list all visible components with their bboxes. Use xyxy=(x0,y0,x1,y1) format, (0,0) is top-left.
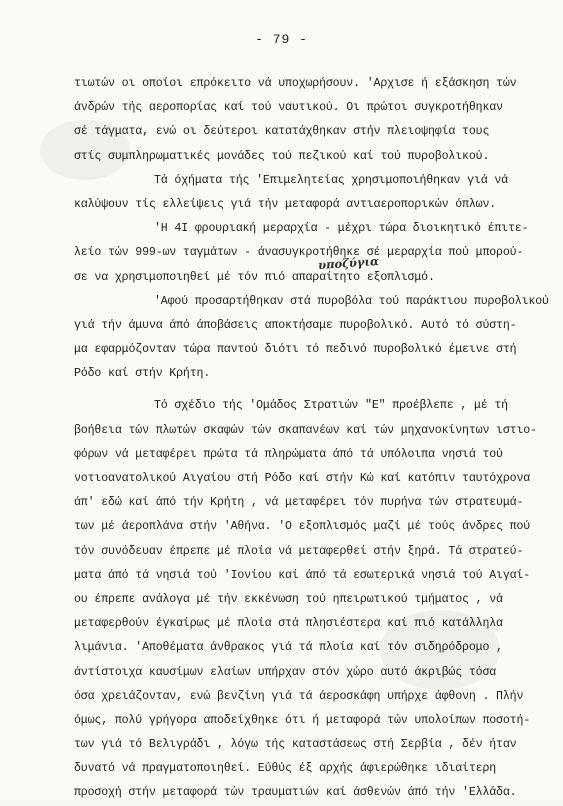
text-line: 'Αφού προσαρτήθηκαν στά πυροβόλα τού παράκτιου πυροβολικού xyxy=(154,294,549,308)
text-line: δυνατό νά πραγματοποιηθεί. Εύθύς έξ αρχής άφιερώθηκε ιδιαίτερη xyxy=(74,762,497,776)
text-line: ου έπρεπε ανάλογα μέ τήν εκκένωση τού ηπειρωτικού τμήματος , νά xyxy=(74,592,503,606)
text-line: νοτιοανατολικού Αιγαίου στή Ρόδο καί στήν Κώ καί κατόπιν ταυτόχρονα xyxy=(74,472,531,485)
page-number: - 79 - xyxy=(255,32,308,47)
text-line: Τό σχέδιο τής 'Ομάδος Στρατιών "Ε" προέβλεπε , μέ τή xyxy=(154,399,508,413)
text-line: λιμάνια. 'Αποθέματα άνθρακος γιά τά πλοία καί τόν σιδηρόδρομο , xyxy=(74,641,503,655)
text-line: προσοχή στήν μεταφορά τών τραυματιών καί άσθενών άπό τήν 'Ελλάδα. xyxy=(74,786,517,800)
text-line: όσα χρειάζονταν, ενώ βενζίνη γιά τά άεροσκάφη υπήρχε άφθονη . Πλήν xyxy=(74,689,524,703)
text-line: σε να χρησιμοποιηθεί μέ τόν πιό απαραίτητο εξοπλισμό. xyxy=(74,270,435,284)
text-line: Τά όχήματα τής 'Επιμελητείας χρησιμοποιήθηκαν γιά νά xyxy=(154,173,508,187)
text-line: 'Η 4Ι φρουριακή μεραρχία - μέχρι τώρα διοικητικό έπιτε- xyxy=(154,222,529,236)
text-line: μα εφαρμόζονταν τώρα παντού διότι τό πεδινό πυροβολικό έμεινε στή xyxy=(74,343,517,357)
text-line: Ρόδο καί στήν Κρήτη. xyxy=(74,367,211,381)
text-line: των μέ άεροπλάνα στήν 'Αθήνα. 'Ο εξοπλισμός μαζί μέ τούς άνδρες πού xyxy=(74,520,531,534)
text-line: των γιά τό Βελιγράδι , λόγω τής καταστάσεως στή Σερβία , δέν ήταν xyxy=(74,738,517,752)
handwritten-annotation: υποζύγια xyxy=(317,253,380,273)
text-line: φόρων νά μεταφέρει πρώτα τά πληρώματα άπό τά υπόλοιπα νησιά τού xyxy=(74,447,503,461)
text-line: λείο τών 999-ων ταγμάτων - άνασυγκροτήθηκε σέ μεραρχία πού μπορού- xyxy=(74,246,524,260)
typed-text-body xyxy=(64,72,549,806)
text-line: τιωτών οι οποίοι επρόκειτο νά υποχωρήσουν. 'Αρχισε ή εξάσκηση τών xyxy=(74,77,517,90)
text-line: άντίστοιχα καυσίμων ελαίων υπήρχαν στόν χώρο αυτό άκριβώς τόσα xyxy=(74,665,497,679)
text-line: άνδρών τής αεροπορίας καί τού ναυτικού. Οι πρώτοι συγκροτήθηκαν xyxy=(74,101,503,115)
text-line: άπ' εδώ καί άπό τήν Κρήτη , νά μεταφέρει τόν πυρήνα τών στρατευμά- xyxy=(74,496,524,510)
text-line: μεταφερθούν έγκαίρως μέ πλοία στά πλησιέστερα καί πιό κατάλληλα xyxy=(74,617,503,631)
text-line: τόν συνόδευαν έπρεπε μέ πλοία νά μεταφερθεί στήν ξηρά. Τά στρατεύ- xyxy=(74,544,524,558)
paragraph-gap xyxy=(64,386,534,394)
text-line: ματα άπό τά νησιά τού 'Ιονίου καί άπό τά εσωτερικά νησιά τού Αιγαί- xyxy=(74,568,531,582)
text-line: σέ τάγματα, ενώ οι δεύτεροι κατατάχθηκαν στήν πλειοψηφία τους xyxy=(74,125,490,139)
text-line: στίς συμπληρωματικές μονάδες τού πεζικού καί τού πυροβολικού. xyxy=(74,149,490,163)
text-line: όμως, πολύ γρήγορα αποδείχθηκε ότι ή μεταφορά τών υπολοίπων ποσοτή- xyxy=(74,713,531,727)
text-line: βοήθεια τών πλωτών σκαφών τών σκαπανέων καί τών μηχανοκίνητων ιστιο- xyxy=(74,423,537,437)
text-line: καλύψουν τίς ελλείψεις γιά τήν μεταφορά αντιαεροπορικών όπλων. xyxy=(74,197,497,211)
text-line: γιά τήν άμυνα άπό άποβάσεις αποκτήσαμε πυροβολικό. Αυτό τό σύστη- xyxy=(74,318,517,332)
